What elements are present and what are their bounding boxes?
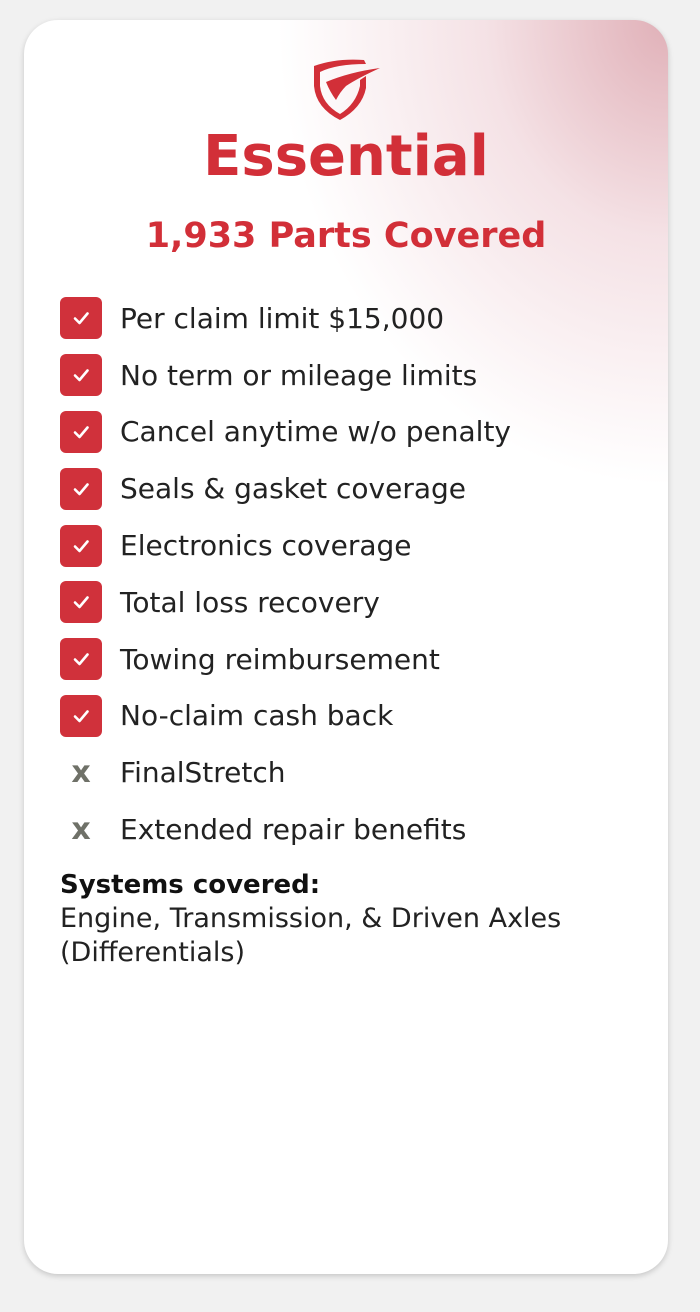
check-icon [60, 695, 102, 737]
check-icon [60, 411, 102, 453]
x-icon: x [71, 755, 91, 791]
check-icon [60, 297, 102, 339]
feature-label: Extended repair benefits [120, 813, 467, 847]
check-icon [60, 468, 102, 510]
feature-label: Per claim limit $15,000 [120, 301, 445, 335]
feature-item [60, 574, 650, 631]
feature-list [60, 290, 650, 858]
shield-logo-icon [306, 56, 384, 122]
feature-item [60, 460, 650, 517]
feature-item [60, 631, 650, 688]
feature-label: Cancel anytime w/o penalty [120, 415, 511, 449]
systems-covered [60, 868, 640, 970]
feature-item [60, 688, 650, 745]
feature-item [60, 517, 650, 574]
feature-item [60, 801, 650, 858]
systems-text: Engine, Transmission, & Driven Axles (Differentials) [60, 903, 562, 968]
plan-title: Essential [203, 124, 489, 189]
check-icon [60, 354, 102, 396]
feature-label: No term or mileage limits [120, 358, 478, 392]
parts-covered: 1,933 Parts Covered [145, 216, 547, 256]
feature-item [60, 290, 650, 347]
feature-label: Towing reimbursement [120, 642, 440, 676]
feature-item [60, 404, 650, 461]
feature-label: No-claim cash back [120, 699, 394, 733]
feature-item [60, 347, 650, 404]
check-icon [60, 581, 102, 623]
feature-label: Electronics coverage [120, 529, 412, 563]
feature-label: Seals & gasket coverage [120, 472, 466, 506]
x-icon: x [71, 812, 91, 848]
systems-heading: Systems covered: [60, 870, 321, 900]
feature-label: FinalStretch [120, 756, 286, 790]
plan-card [24, 20, 668, 1274]
check-icon [60, 525, 102, 567]
feature-label: Total loss recovery [120, 585, 380, 619]
feature-item [60, 744, 650, 801]
check-icon [60, 638, 102, 680]
